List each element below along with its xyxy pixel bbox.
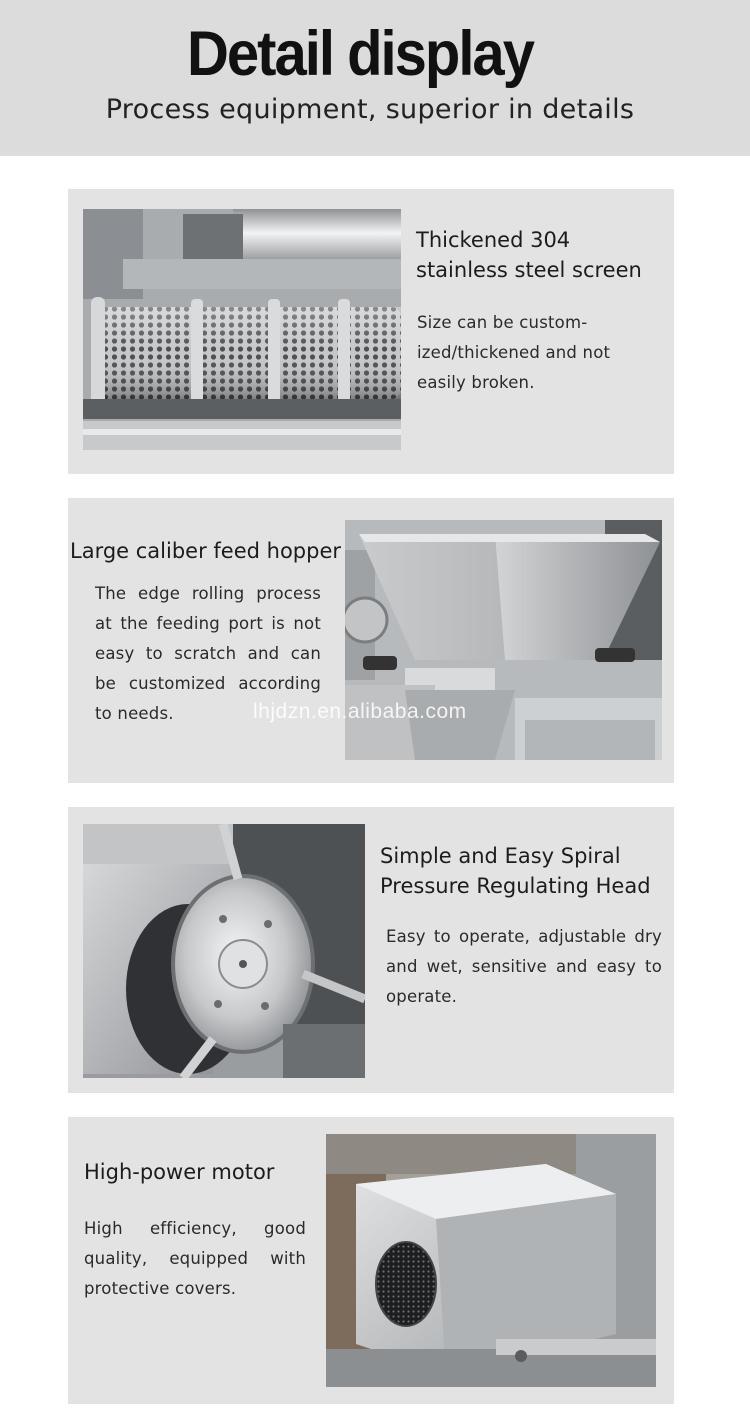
feature-card-screen [68,189,674,474]
feature-title-screen: Thickened 304 stainless steel screen [416,228,642,282]
page-subtitle: Process equipment, superior in details [105,94,635,125]
page-title: Detail display [187,19,533,90]
header-banner [0,0,750,156]
watermark-text: lhjdzn.en.alibaba.com [253,700,467,723]
feed-hopper-photo [345,520,662,760]
feature-title-motor: High-power motor [84,1160,275,1184]
feature-title-hopper: Large caliber feed hopper [70,539,342,563]
feature-title-pressure-head: Simple and Easy Spiral Pressure Regulating Head [380,844,651,898]
feature-description-hopper: The edge rolling process at the feeding port is not easy to scratch and can be customized according to needs. [95,584,321,723]
feature-card-motor [68,1117,674,1404]
motor-photo [326,1134,656,1387]
feature-description-screen: Size can be custom- ized/thickened and not easily broken. [417,313,611,392]
feature-description-pressure-head: Easy to operate, adjustable dry and wet, sensitive and easy to operate. [386,927,662,1006]
feature-card-hopper [68,498,674,783]
pressure-head-photo [83,824,365,1078]
feature-card-pressure-head [68,807,674,1093]
steel-screen-photo [83,209,401,450]
feature-description-motor: High efficiency, good quality, equipped with protective covers. [84,1219,306,1298]
